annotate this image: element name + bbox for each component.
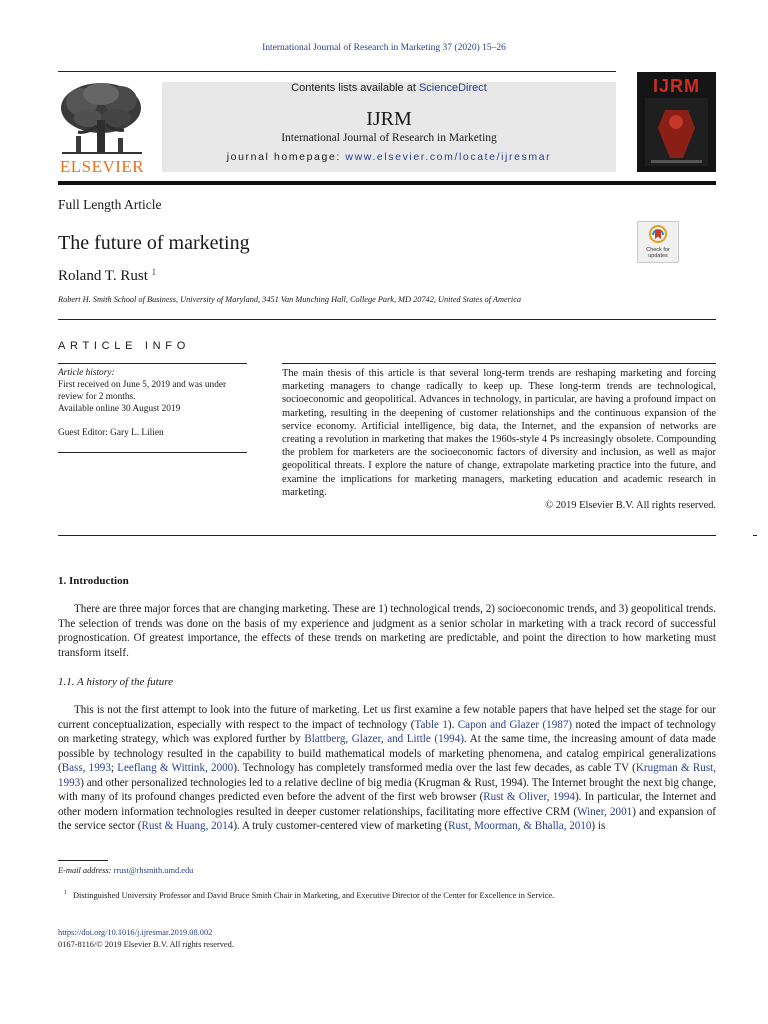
text-run: ) and expansion of the service sector ( [58, 805, 716, 832]
email-line [58, 866, 193, 875]
section-rule [58, 319, 716, 320]
ref-winer-link[interactable]: Winer, 2001 [577, 805, 633, 818]
sciencedirect-link[interactable]: ScienceDirect [418, 82, 487, 94]
cover-art-icon [645, 98, 708, 166]
text-run: ; [110, 762, 118, 774]
issn-copyright: 0167-8116/© 2019 Elsevier B.V. All rights reserved. [58, 940, 234, 949]
text-run: ). A truly customer-centered view of marketing ( [233, 820, 449, 832]
abstract-copyright: © 2019 Elsevier B.V. All rights reserved. [545, 500, 716, 512]
abstract-rule [282, 363, 716, 364]
ref-rust-moorman-bhalla-link[interactable]: Rust, Moorman, & Bhalla, 2010 [448, 820, 592, 832]
article-info-rule-bottom [58, 452, 247, 453]
abstract-text: The main thesis of this article is that several long-term trends are reshaping marketing and forcing marketing managers to change radically to keep up. These long-term trends are technological, socioeconomic and geopolitical. Advances in technology, in particular, are having a profound impact on marketing, resulting in the deepening of customer relationships and the continuous expansion of the service economy. Artificial intelligence, big data, the Internet, and the expansion of networks are creating a revolution in marketing that makes the 1960s-style 4 Ps increasingly obsolete. Compounding the problem for marketers are the socioeconomic factors of diversity and inclusion, as well as major geopolitical threats. I explore the nature of change, extrapolate marketing practice into the future, and examine the implications for marketing managers, marketing education and academic research in marketing. [282, 368, 716, 498]
homepage-link[interactable]: www.elsevier.com/locate/ijresmar [345, 151, 552, 163]
ref-krugman-rust-link[interactable]: Krugman & Rust, 1993 [58, 762, 717, 789]
ref-bass-link[interactable]: Bass, 1993 [61, 762, 111, 774]
author-affiliation: Robert H. Smith School of Business, University of Maryland, 3451 Van Munching Hall, College Park, MD 20742, United States of America [58, 295, 522, 304]
check-for-updates-label: Check for updates [646, 247, 670, 259]
abstract [282, 367, 716, 512]
section-heading-introduction: 1. Introduction [58, 575, 129, 587]
subsection-heading-history: 1.1. A history of the future [58, 676, 173, 688]
email-link[interactable]: rrust@rhsmith.umd.edu [113, 866, 194, 875]
footnote-rule [58, 860, 108, 861]
text-run: noted the impact of technology on marketing strategy, which was explored further by [58, 718, 716, 745]
journal-cover-thumbnail[interactable] [637, 72, 716, 172]
ref-rust-oliver-link[interactable]: Rust & Oliver, 1994 [483, 791, 575, 803]
email-label: E-mail address: [58, 866, 112, 875]
header-thick-rule [58, 181, 716, 185]
text-run: ). [447, 718, 458, 731]
ref-blattberg-link[interactable]: Blattberg, Glazer, and Little (1994) [304, 733, 464, 745]
article-history-label: Article history: [58, 368, 115, 378]
header-rule [58, 71, 616, 72]
text-run: ) is [591, 820, 606, 832]
intro-paragraph: There are three major forces that are changing marketing. These are 1) technological trends, 2) socioeconomic trends, and 3) geopolitical trends. The selection of trends was done on the basis of my experience and judgment as a senior scholar in marketing with a track record of successful prognostication. Of greatest importance, the effects of these trends on marketing are predictable, and point the direction to how marketing must transform itself. [58, 603, 716, 659]
journal-homepage [162, 151, 616, 163]
homepage-prefix: journal homepage: [226, 151, 346, 163]
abstract-bottom-rule [58, 535, 716, 536]
author-line [58, 268, 156, 285]
ref-table-1-link[interactable]: Table 1 [414, 718, 448, 731]
footnote-marker: 1 [64, 890, 67, 896]
elsevier-wordmark: ELSEVIER [59, 157, 145, 176]
margin-mark [753, 535, 757, 536]
ref-capon-glazer-link[interactable]: Capon and Glazer (1987) [457, 718, 573, 731]
doi-link[interactable]: https://doi.org/10.1016/j.ijresmar.2019.08.002 [58, 928, 213, 937]
check-for-updates-icon [649, 225, 667, 245]
footnote-text: Distinguished University Professor and David Bruce Smith Chair in Marketing, and Executive Director of the Center for Excellence in Service. [73, 890, 555, 900]
article-history-received: First received on June 5, 2019 and was under review for 2 months. [58, 380, 227, 402]
article-info-block [58, 367, 250, 439]
text-run: ) and other personalized technologies led to a relative decline of big media (Krugman & Rust, 1994). The Internet brought the next big change, with many of its profound changes predicted even before the advent of the first web browser ( [58, 776, 716, 803]
text-run: ). Technology has completely transformed media over the last few decades, as cable TV ( [233, 762, 636, 774]
article-info-heading: ARTICLE INFO [58, 340, 190, 352]
contents-prefix: Contents lists available at [291, 82, 419, 94]
journal-abbreviation: IJRM [366, 108, 412, 130]
journal-banner [162, 82, 616, 172]
author-footnote-marker[interactable]: 1 [151, 267, 157, 277]
ref-leeflang-link[interactable]: Leeflang & Wittink, 2000 [117, 762, 234, 774]
author-footnote [64, 890, 554, 900]
check-for-updates-button[interactable] [637, 221, 679, 263]
journal-citation-link[interactable]: International Journal of Research in Marketing 37 (2020) 15–26 [262, 43, 506, 53]
journal-name: International Journal of Research in Marketing [281, 132, 497, 144]
author-name[interactable]: Roland T. Rust [58, 268, 148, 284]
article-title: The future of marketing [58, 232, 250, 254]
history-paragraph [58, 703, 716, 834]
text-run: This is not the first attempt to look into the future of marketing. Let us first examine a few notable papers that have helped set the stage for our current conceptualization, especially with respect to the impact of technology ( [58, 704, 716, 731]
ref-rust-huang-link[interactable]: Rust & Huang, 2014 [141, 820, 234, 832]
article-info-rule-top [58, 363, 247, 364]
article-history-online: Available online 30 August 2019 [58, 404, 181, 414]
cover-title: IJRM [652, 76, 700, 96]
text-run: . At the same time, the increasing amount of data made possible by technology resulted in the capability to build mathematical models of marketing phenomena, and catalog empirical generalizations ( [58, 733, 716, 774]
text-run: ). In particular, the Internet and other modern information technologies resulted in deeper customer relationships, facilitating more effective CRM ( [58, 791, 716, 818]
article-type: Full Length Article [58, 197, 162, 212]
contents-availability [162, 82, 616, 94]
guest-editor: Guest Editor: Gary L. Lilien [58, 428, 164, 438]
elsevier-logo[interactable] [58, 80, 146, 175]
